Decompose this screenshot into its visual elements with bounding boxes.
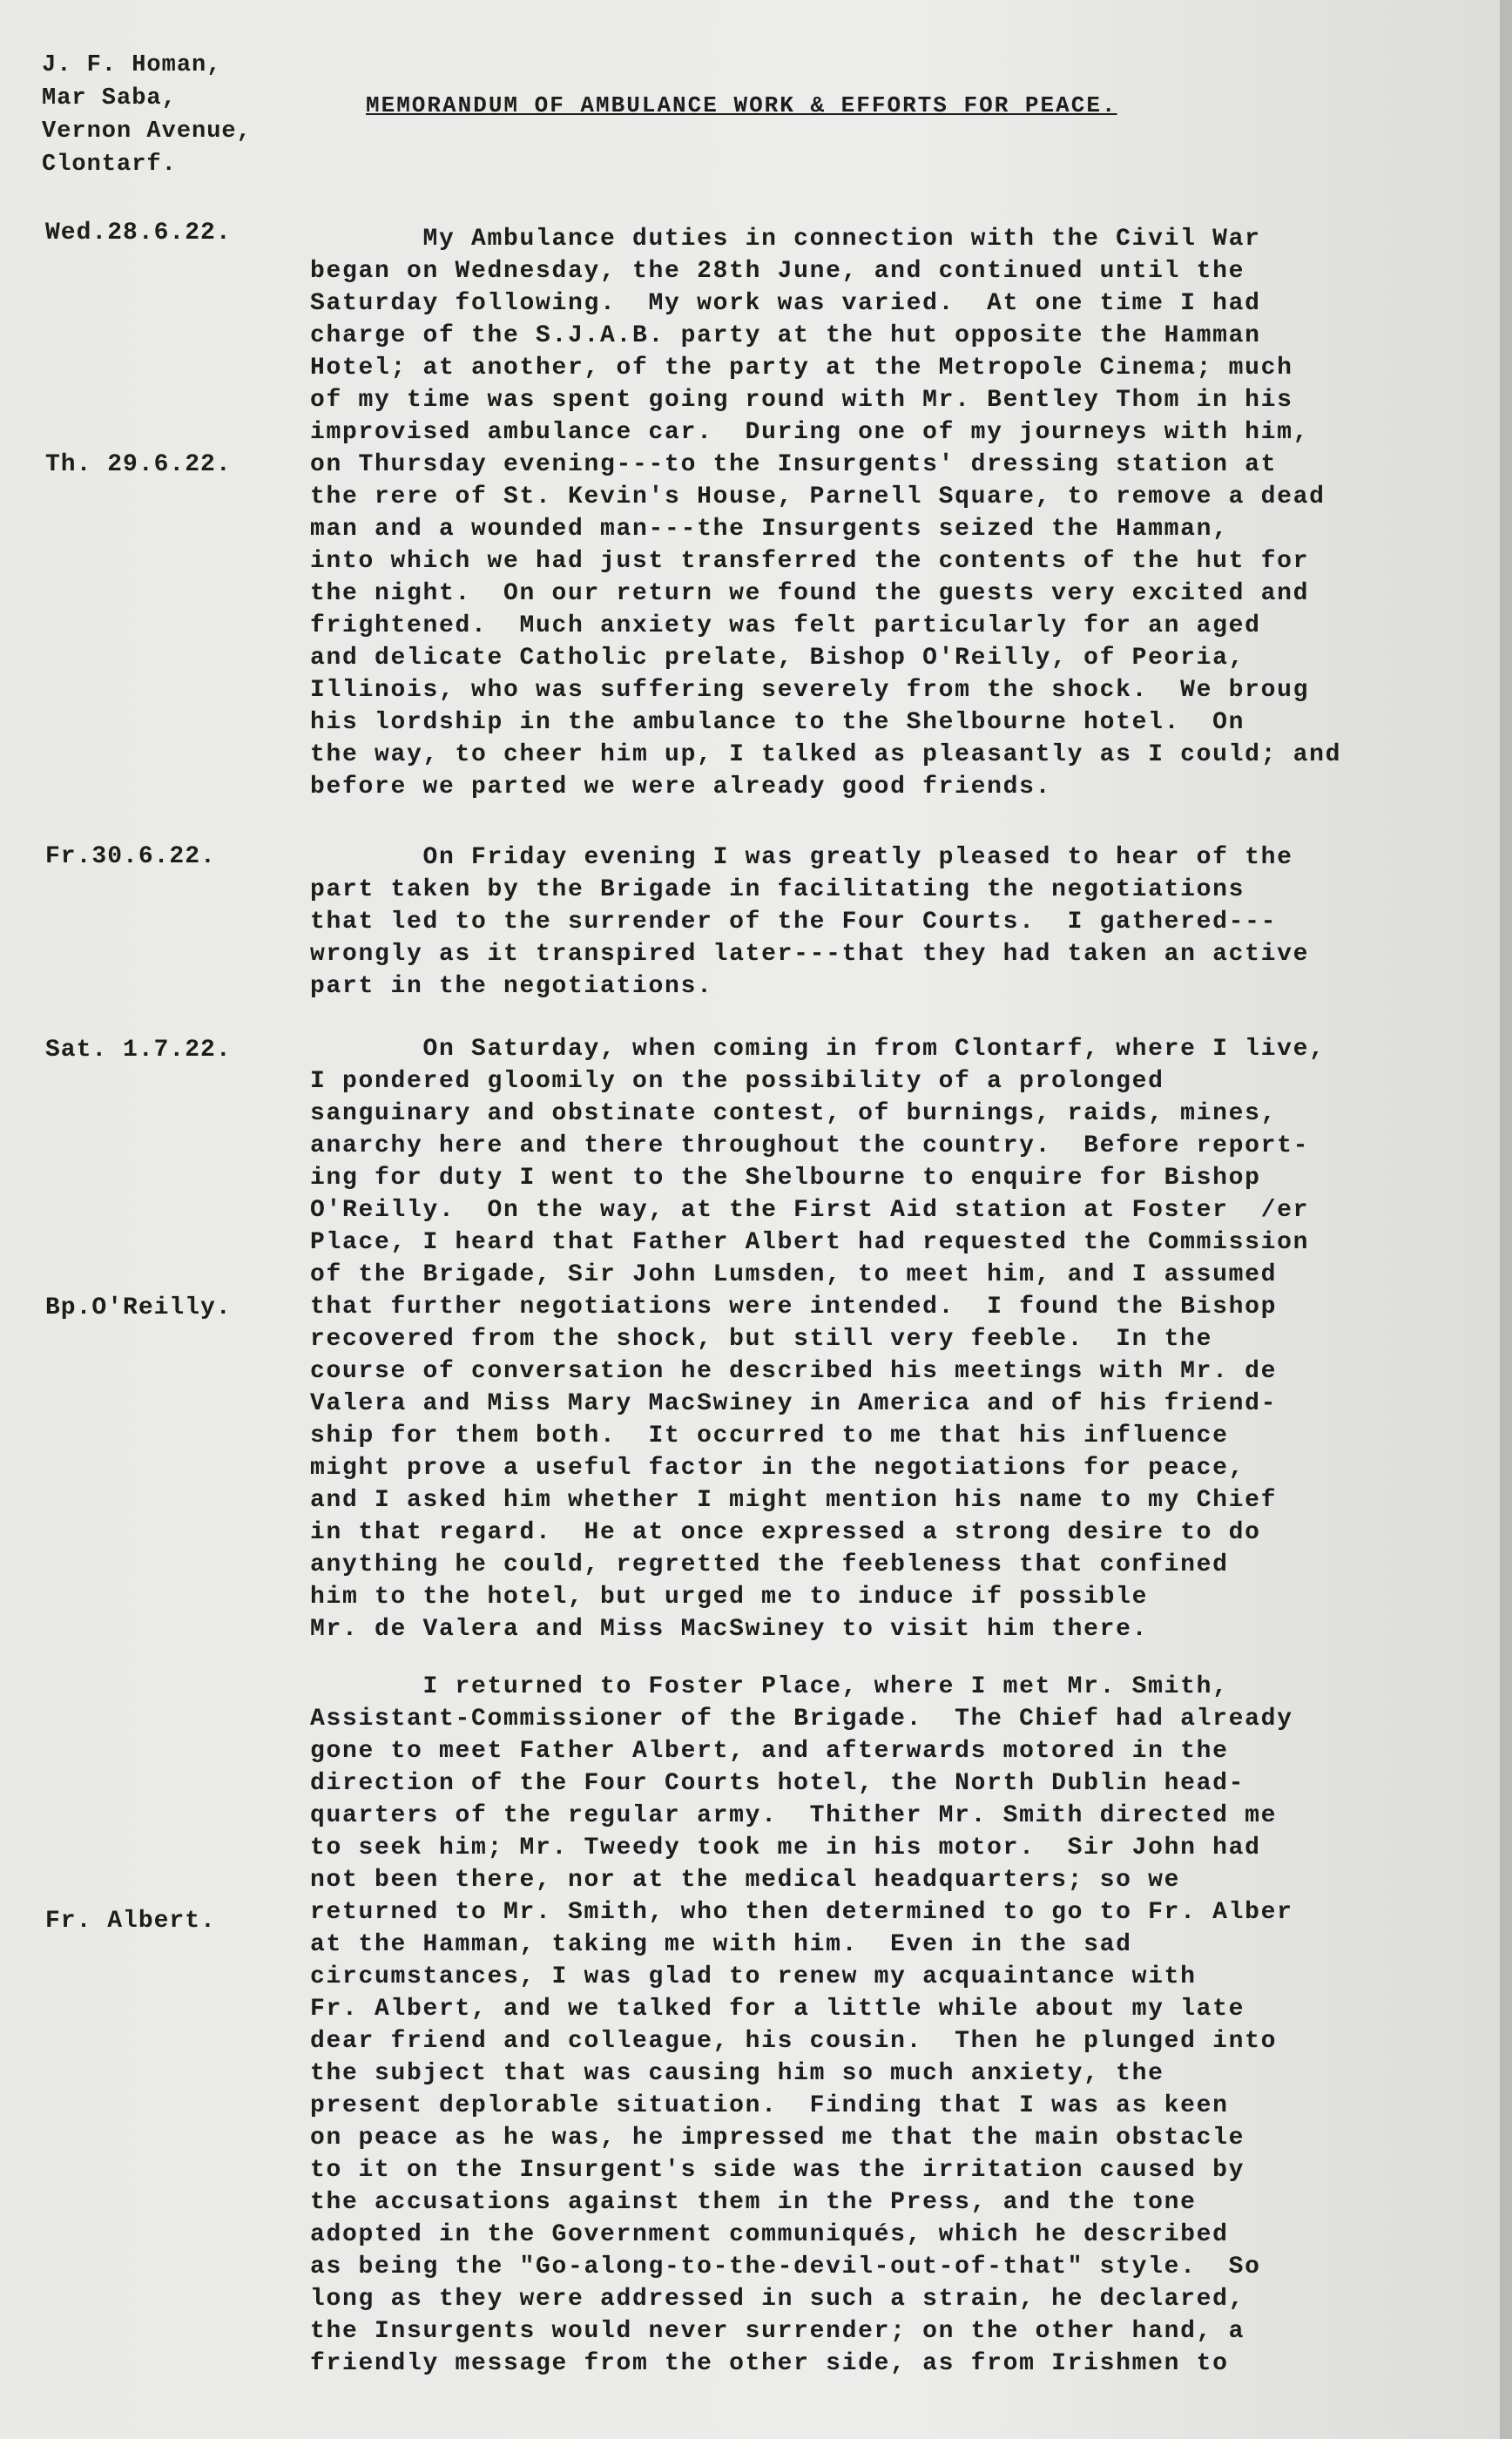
text-line: that further negotiations were intended. I found the Bishop [310,1294,1278,1321]
text-line: man and a wounded man---the Insurgents seized the Hamman, [310,516,1229,543]
text-line: not been there, nor at the medical headquarters; so we [310,1867,1181,1894]
text-line: sanguinary and obstinate contest, of burnings, raids, mines, [310,1100,1278,1127]
text-line: part taken by the Brigade in facilitating the negotiations [310,876,1245,903]
text-line: his lordship in the ambulance to the Shelbourne hotel. On [310,709,1245,736]
memorandum-title: MEMORANDUM OF AMBULANCE WORK & EFFORTS FOR PEACE. [366,92,1117,118]
date-margin-note: Sat. 1.7.22. [45,1037,232,1064]
text-line: returned to Mr. Smith, who then determined to go to Fr. Alber [310,1899,1293,1926]
text-line: began on Wednesday, the 28th June, and continued until the [310,258,1245,285]
address-line: J. F. Homan, [42,52,222,78]
text-line: of my time was spent going round with Mr. Bentley Thom in his [310,387,1293,414]
text-line: On Friday evening I was greatly pleased to hear of the [310,844,1293,871]
text-line: to seek him; Mr. Tweedy took me in his motor. Sir John had [310,1834,1261,1861]
paragraph [310,223,1486,803]
text-line: him to the hotel, but urged me to induce if possible [310,1584,1149,1611]
margin-note-father-albert: Fr. Albert. [45,1908,216,1935]
text-line: dear friend and colleague, his cousin. Then he plunged into [310,2028,1278,2055]
text-line: the rere of St. Kevin's House, Parnell Square, to remove a dead [310,483,1326,510]
text-line: the way, to cheer him up, I talked as pleasantly as I could; and [310,741,1342,768]
paragraph [310,1033,1486,1645]
paragraph [310,841,1486,1003]
text-line: and delicate Catholic prelate, Bishop O'Reilly, of Peoria, [310,645,1245,672]
text-line: might prove a useful factor in the negotiations for peace, [310,1455,1245,1482]
text-line: the accusations against them in the Press, and the tone [310,2189,1197,2216]
text-line: at the Hamman, taking me with him. Even in the sad [310,1931,1132,1958]
text-line: improvised ambulance car. During one of my journeys with him, [310,419,1310,446]
text-line: quarters of the regular army. Thither Mr. Smith directed me [310,1802,1278,1829]
text-line: and I asked him whether I might mention his name to my Chief [310,1487,1278,1514]
text-line: gone to meet Father Albert, and afterwards motored in the [310,1738,1229,1765]
text-line: anything he could, regretted the feebleness that confined [310,1551,1229,1578]
text-line: wrongly as it transpired later---that they had taken an active [310,941,1310,968]
text-line: of the Brigade, Sir John Lumsden, to meet him, and I assumed [310,1261,1278,1288]
date-margin-note: Th. 29.6.22. [45,451,232,478]
text-line: anarchy here and there throughout the country. Before report- [310,1132,1310,1159]
text-line: On Saturday, when coming in from Clontarf, where I live, [310,1036,1326,1063]
text-line: before we parted we were already good friends. [310,774,1052,801]
text-line: My Ambulance duties in connection with the Civil War [310,226,1261,253]
text-line: the Insurgents would never surrender; on the other hand, a [310,2318,1245,2345]
margin-note-bishop: Bp.O'Reilly. [45,1294,232,1321]
text-line: the night. On our return we found the guests very excited and [310,580,1310,607]
date-margin-note: Wed.28.6.22. [45,220,232,247]
text-line: Place, I heard that Father Albert had requested the Commission [310,1229,1310,1256]
text-line: course of conversation he described his meetings with Mr. de [310,1358,1278,1385]
text-line: charge of the S.J.A.B. party at the hut opposite the Hamman [310,322,1261,349]
text-line: long as they were addressed in such a strain, he declared, [310,2286,1245,2313]
text-line: circumstances, I was glad to renew my acquaintance with [310,1963,1197,1990]
text-line: Mr. de Valera and Miss MacSwiney to visit him there. [310,1616,1149,1643]
text-line: part in the negotiations. [310,973,713,1000]
sender-address [42,49,252,181]
text-line: Illinois, who was suffering severely from the shock. We broug [310,677,1310,704]
text-line: ship for them both. It occurred to me that his influence [310,1422,1229,1449]
text-line: present deplorable situation. Finding that I was as keen [310,2092,1229,2119]
text-line: I pondered gloomily on the possibility of a prolonged [310,1068,1164,1095]
text-line: Assistant-Commissioner of the Brigade. The Chief had already [310,1706,1293,1733]
date-margin-note: Fr.30.6.22. [45,843,216,870]
text-line: to it on the Insurgent's side was the irritation caused by [310,2157,1245,2184]
text-line: in that regard. He at once expressed a strong desire to do [310,1519,1261,1546]
text-line: Saturday following. My work was varied. At one time I had [310,290,1261,317]
address-line: Mar Saba, [42,85,177,111]
text-line: frightened. Much anxiety was felt particularly for an aged [310,612,1261,639]
text-line: into which we had just transferred the contents of the hut for [310,548,1310,575]
paragraph [310,1671,1486,2380]
address-line: Vernon Avenue, [42,118,252,145]
text-line: friendly message from the other side, as from Irishmen to [310,2350,1229,2377]
text-line: as being the "Go-along-to-the-devil-out-of-that" style. So [310,2253,1261,2280]
text-line: recovered from the shock, but still very feeble. In the [310,1326,1213,1353]
text-line: on peace as he was, he impressed me that the main obstacle [310,2125,1245,2152]
text-line: direction of the Four Courts hotel, the North Dublin head- [310,1770,1245,1797]
text-line: that led to the surrender of the Four Courts. I gathered--- [310,909,1278,936]
text-line: O'Reilly. On the way, at the First Aid station at Foster /er [310,1197,1310,1224]
address-line: Clontarf. [42,152,177,178]
text-line: Hotel; at another, of the party at the Metropole Cinema; much [310,355,1293,382]
text-line: I returned to Foster Place, where I met Mr. Smith, [310,1673,1229,1700]
paper-edge [1500,0,1512,2439]
text-line: on Thursday evening---to the Insurgents' dressing station at [310,451,1278,478]
text-line: Valera and Miss Mary MacSwiney in America and of his friend- [310,1390,1278,1417]
text-line: adopted in the Government communiqués, which he described [310,2221,1229,2248]
text-line: Fr. Albert, and we talked for a little while about my late [310,1996,1245,2023]
text-line: ing for duty I went to the Shelbourne to enquire for Bishop [310,1165,1261,1192]
text-line: the subject that was causing him so much anxiety, the [310,2060,1164,2087]
